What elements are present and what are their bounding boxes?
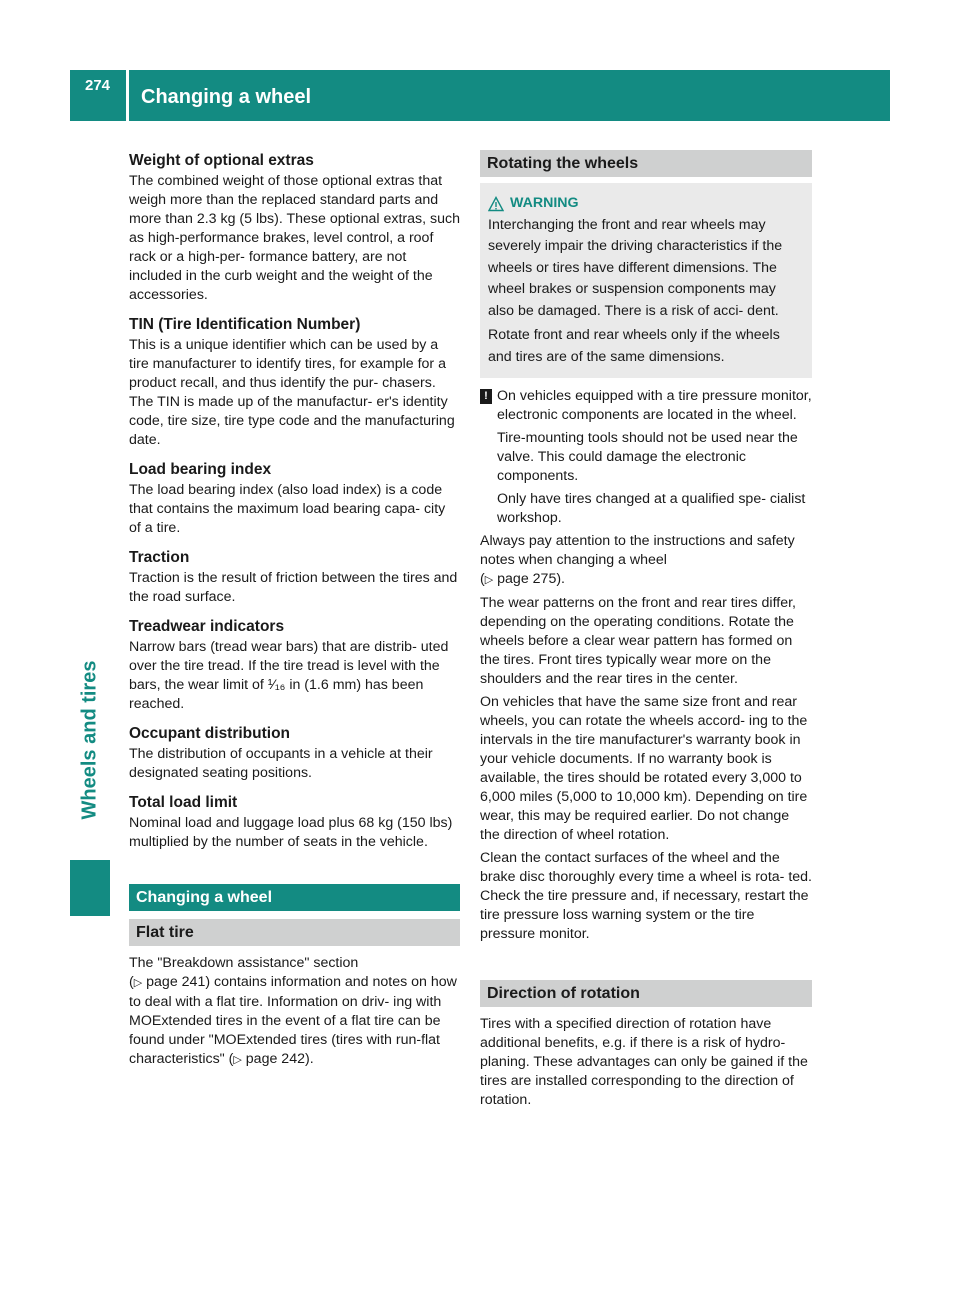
text-load-bearing-index: The load bearing index (also load index) is a code that contains the maximum load bearing capa- city of a tire. xyxy=(129,482,446,536)
heading-tin: TIN (Tire Identification Number) xyxy=(129,316,361,333)
flat-tire-text-1: The "Breakdown assistance" section xyxy=(129,955,359,971)
paren: ( xyxy=(480,571,485,587)
text-flat-tire xyxy=(129,954,460,1070)
text-treadwear-indicators: Narrow bars (tread wear bars) that are distrib- uted over the tire tread. If the tire tread is level with the bars, the wear limit of ¹⁄₁₆ in (1.6 mm) has been reached. xyxy=(129,639,449,712)
left-column xyxy=(129,150,460,1070)
side-tab-label: Wheels and tires xyxy=(78,660,101,820)
text-direction-of-rotation: Tires with a specified direction of rotation have additional benefits, e.g. if there is a risk of hydro- planing. These advantages can only be gained if the tires are installed corresponding to the direction of rotation. xyxy=(480,1016,808,1108)
section-bar-changing-a-wheel: Changing a wheel xyxy=(129,884,460,911)
side-tab-marker xyxy=(70,860,110,916)
paren: ( xyxy=(129,974,134,990)
heading-weight-optional-extras: Weight of optional extras xyxy=(129,152,314,169)
heading-treadwear-indicators: Treadwear indicators xyxy=(129,618,285,635)
header-divider xyxy=(126,70,129,121)
section-bar-direction-of-rotation: Direction of rotation xyxy=(480,980,812,1007)
page-ref-arrow-icon: ▷ xyxy=(484,574,494,586)
section-bar-flat-tire: Flat tire xyxy=(129,919,460,946)
warning-title-text: WARNING xyxy=(510,195,579,211)
text-traction: Traction is the result of friction between the tires and the road surface. xyxy=(129,570,458,605)
page-number: 274 xyxy=(85,77,111,94)
text-clean-contact-surfaces: Clean the contact surfaces of the wheel and the brake disc thoroughly every time a wheel is rota- ted. Check the tire pressure and, if necessary, restart the tire pressure loss warning system or the tire pressure monitor. xyxy=(480,850,812,942)
flat-tire-text-2[interactable]: page 241) contains information and notes on how to deal with a flat tire. Information on driv- ing with MOExtended tires in the event of a flat tire can be found under "MOExtended tires (tires with run-flat characteristics" ( xyxy=(129,974,457,1067)
text-instructions xyxy=(480,532,812,590)
page-ref-arrow-icon: ▷ xyxy=(233,1054,242,1066)
flat-tire-text-3[interactable]: page 242). xyxy=(245,1051,314,1067)
instructions-text: Always pay attention to the instructions and safety notes when changing a wheel xyxy=(480,533,795,568)
text-tin: This is a unique identifier which can be used by a tire manufacturer to identify tires, for example for a product recall, and thus identify the pur- chasers. The TIN is made up of the manufactur- er's identity code, tire size, tire type code and the manufacturing date. xyxy=(129,337,455,448)
warning-text-2: Rotate front and rear wheels only if the wheels and tires are of the same dimensions. xyxy=(488,327,780,365)
page-ref-275[interactable]: page 275). xyxy=(497,571,565,587)
warning-triangle-icon xyxy=(488,196,504,212)
heading-total-load-limit: Total load limit xyxy=(129,794,238,811)
warning-title xyxy=(488,193,804,215)
text-wear-patterns: The wear patterns on the front and rear tires differ, depending on the operating conditions. Rotate the wheels before a clear wear pattern has formed on the tires. Front tires typically wear more on the shoulders and the rear tires in the center. xyxy=(480,595,796,687)
notice-block xyxy=(480,387,812,528)
page-ref-arrow-icon: ▷ xyxy=(133,977,143,989)
text-total-load-limit: Nominal load and luggage load plus 68 kg (150 lbs) multiplied by the number of seats in the vehicle. xyxy=(129,815,453,850)
warning-text-1: Interchanging the front and rear wheels may severely impair the driving characteristics if the wheels or tires have different dimensions. The wheel brakes or suspension components may also be damaged. There is a risk of acci- dent. xyxy=(488,216,783,319)
text-rotation-intervals: On vehicles that have the same size front and rear wheels, you can rotate the wheels accord- ing to the intervals in the tire manufacturer's warranty book in your vehicle documents. If no warranty book is available, the tires should be rotated every 3,000 to 6,000 miles (5,000 to 10,000 km). Depending on tire wear, this may be required earlier. Do not change the direction of wheel rotation. xyxy=(480,694,808,843)
notice-exclamation-icon: ! xyxy=(480,389,492,404)
right-column xyxy=(480,150,812,1110)
text-occupant-distribution: The distribution of occupants in a vehicle at their designated seating positions. xyxy=(129,746,433,781)
page-title: Changing a wheel xyxy=(141,86,312,108)
heading-traction: Traction xyxy=(129,549,190,566)
warning-box xyxy=(480,183,812,378)
text-weight-optional-extras: The combined weight of those optional extras that weigh more than the replaced standard parts and more than 2.3 kg (5 lbs). These optional extras, such as high-performance brakes, level control, a roof rack or a high-per- formance battery, are not included in the curb weight and the weight of the accessories. xyxy=(129,173,460,303)
notice-text-3: Only have tires changed at a qualified spe- cialist workshop. xyxy=(497,491,806,526)
heading-load-bearing-index: Load bearing index xyxy=(129,461,272,478)
heading-occupant-distribution: Occupant distribution xyxy=(129,725,291,742)
notice-text-2: Tire-mounting tools should not be used near the valve. This could damage the electronic components. xyxy=(497,430,798,484)
notice-text-1: On vehicles equipped with a tire pressure monitor, electronic components are located in the wheel. xyxy=(497,388,812,423)
section-bar-rotating-the-wheels: Rotating the wheels xyxy=(480,150,812,177)
